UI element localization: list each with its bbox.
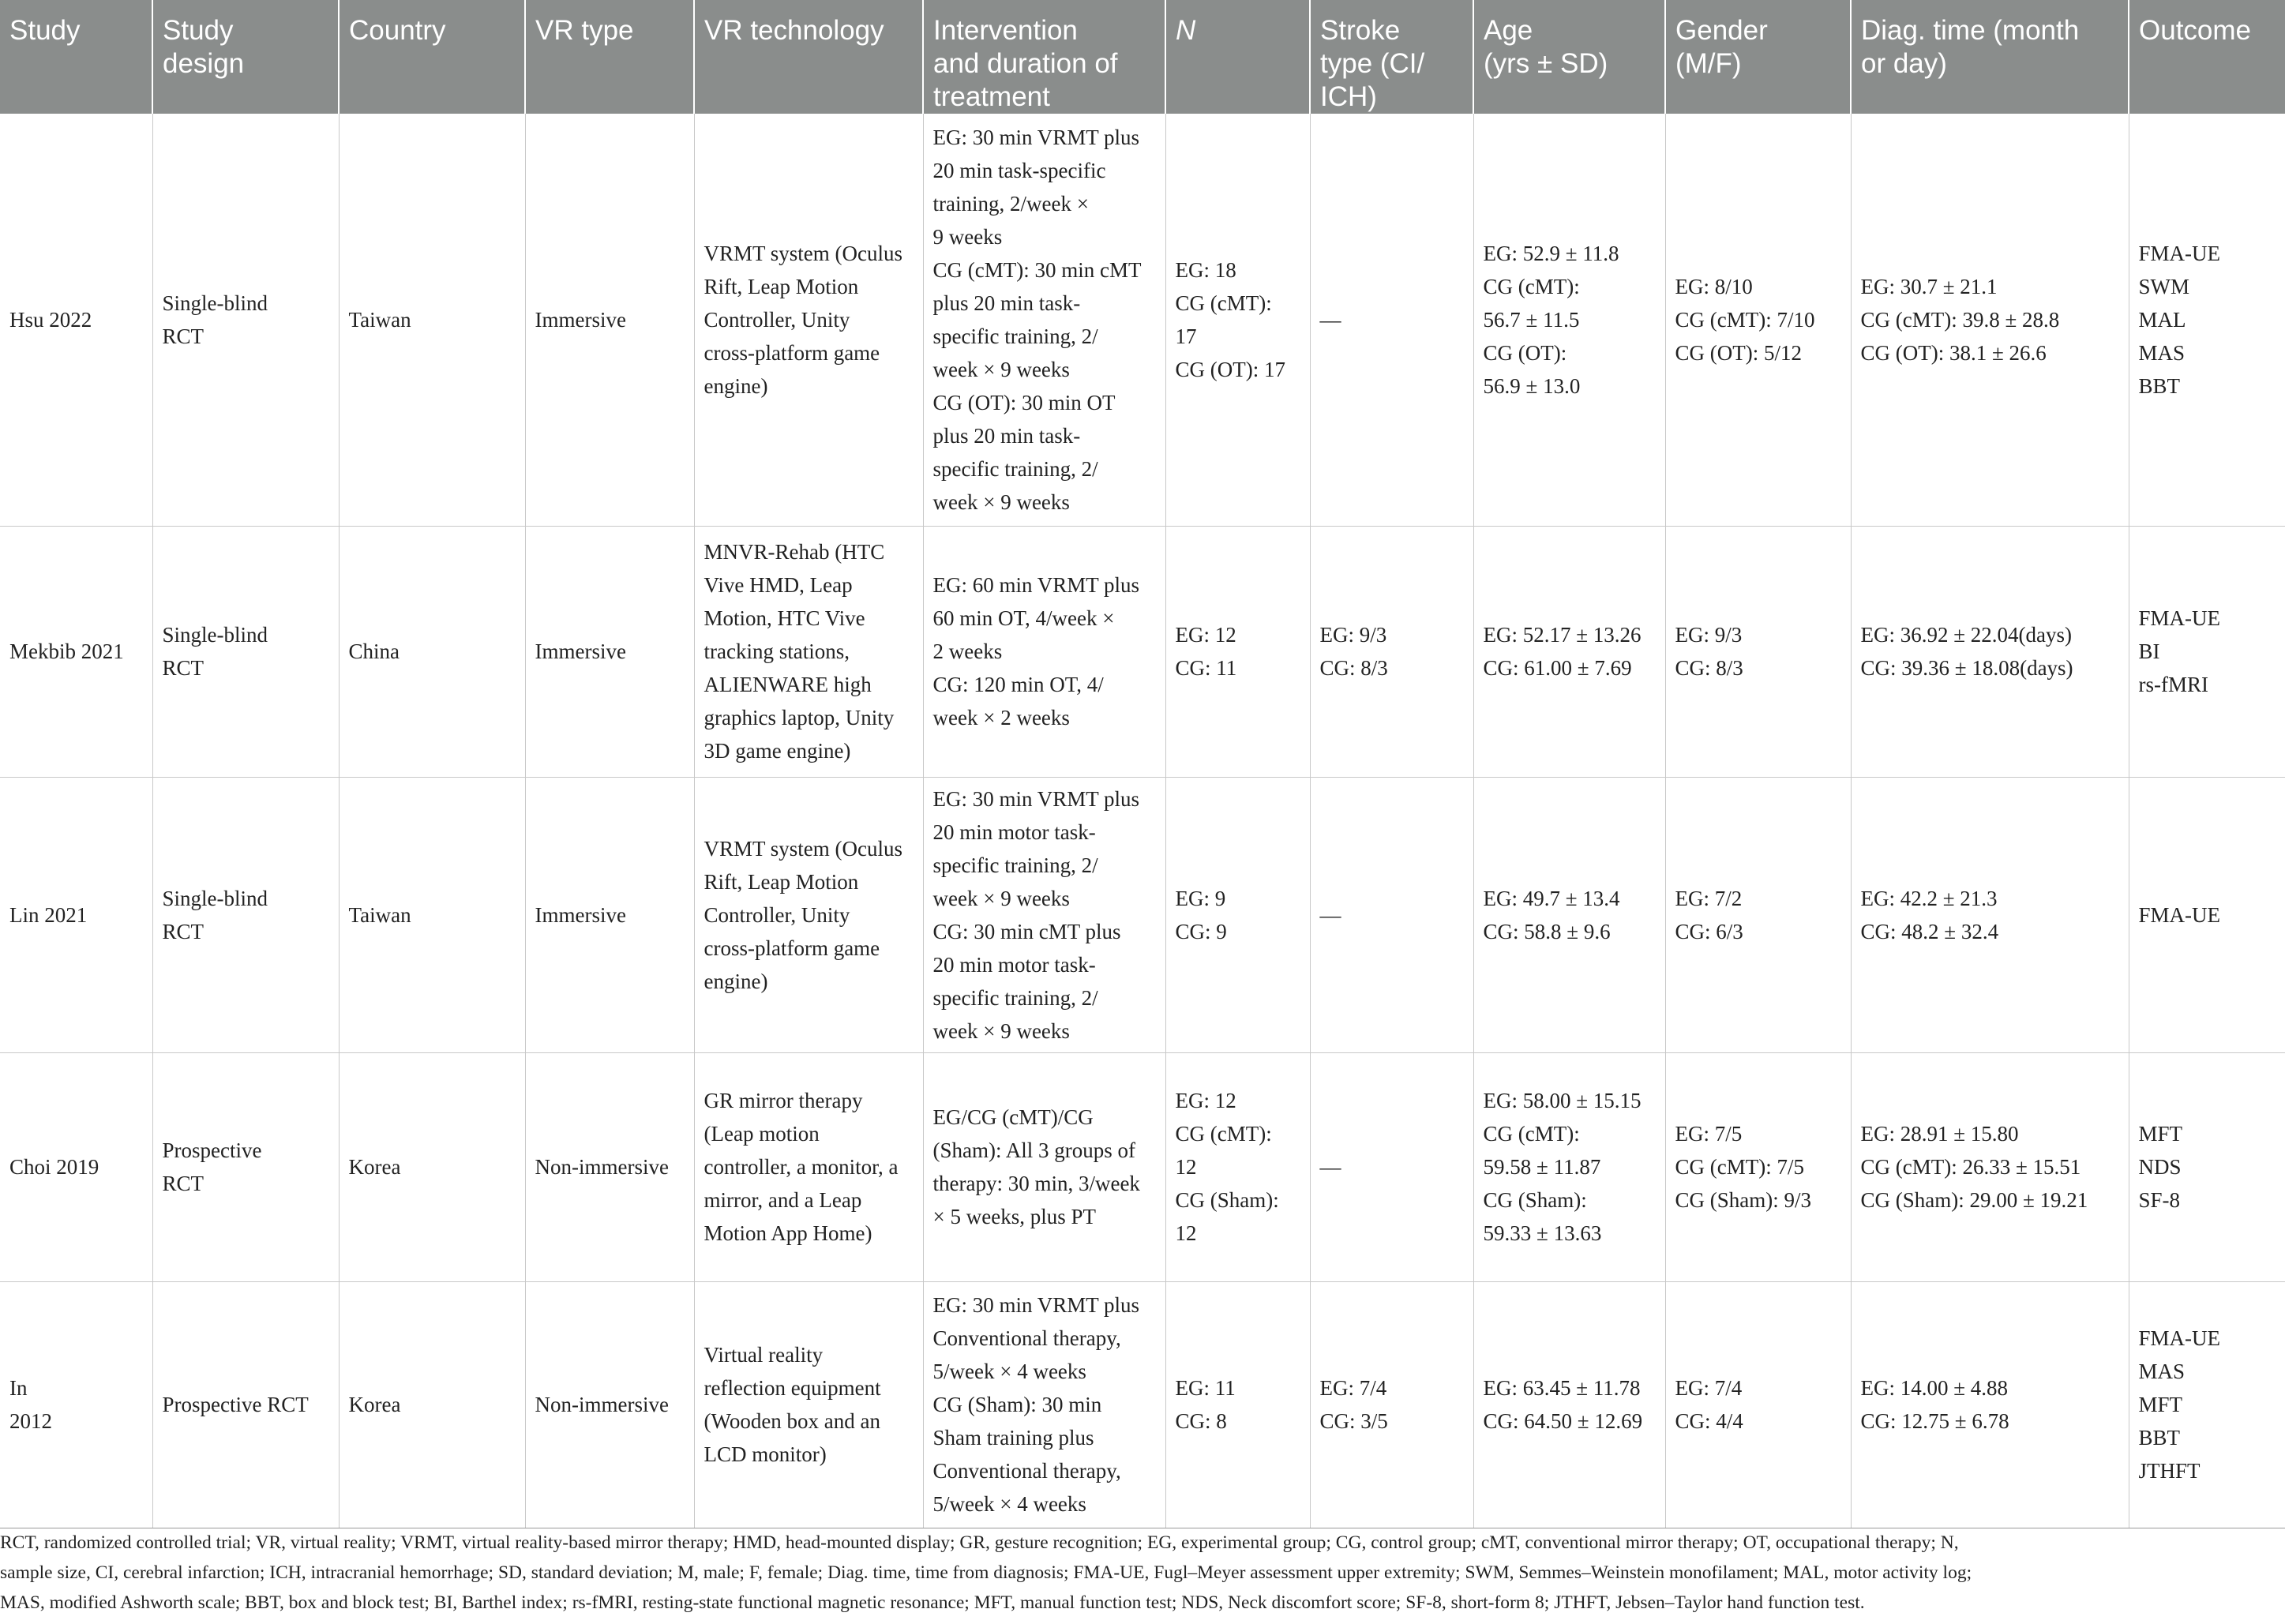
- cell-line: Sham training plus: [932, 1426, 1094, 1450]
- cell-line: CG: 12.75 ± 6.78: [1860, 1409, 2009, 1433]
- cell-line: EG: 7/4: [1319, 1376, 1387, 1400]
- cell-line: MFT: [2138, 1393, 2183, 1416]
- cell-line: CG (cMT):: [1175, 291, 1272, 315]
- column-header-line: Outcome: [2139, 15, 2251, 46]
- cell-line: Lin 2021: [9, 902, 88, 927]
- table-cell: [2129, 777, 2285, 1052]
- table-cell: [1310, 1281, 1473, 1528]
- cell-line: 59.33 ± 13.63: [1483, 1221, 1602, 1245]
- cell-line: CG: 9: [1175, 919, 1227, 943]
- cell-line: EG: 28.91 ± 15.80: [1860, 1122, 2019, 1146]
- table-cell: [339, 1281, 525, 1528]
- cell-line: BBT: [2138, 1426, 2181, 1450]
- table-cell: [0, 526, 152, 777]
- table-cell: [694, 526, 923, 777]
- cell-line: Immersive: [535, 307, 626, 332]
- column-header-line: (M/F): [1675, 48, 1742, 79]
- table-cell: [694, 777, 923, 1052]
- footnote-line: RCT, randomized controlled trial; VR, virtual reality; VRMT, virtual reality-based mirror therapy; HMD, head-mounted display; GR, gesture recognition; EG, experimental group; CG, control group; cMT, conventional mirror therapy; OT, occupational therapy; N,: [0, 1532, 1959, 1553]
- table-cell: [339, 114, 525, 526]
- column-header-line: Country: [349, 15, 446, 46]
- cell-line: MNVR-Rehab (HTC: [704, 540, 885, 564]
- table-cell: [0, 1281, 152, 1528]
- table-cell: [1310, 1052, 1473, 1281]
- column-header-line: Study: [9, 15, 81, 46]
- cell-line: EG: 30 min VRMT plus: [932, 786, 1140, 811]
- table-cell: [152, 526, 339, 777]
- column-header: [1665, 0, 1851, 114]
- cell-line: BI: [2138, 639, 2160, 663]
- table-cell: [1851, 1281, 2129, 1528]
- table-cell: [525, 526, 694, 777]
- cell-line: —: [1319, 902, 1341, 927]
- cell-line: EG: 9/3: [1319, 623, 1387, 647]
- cell-line: 60 min OT, 4/week ×: [932, 606, 1115, 630]
- cell-line: CG: 39.36 ± 18.08(days): [1860, 656, 2073, 680]
- cell-line: CG (cMT):: [1483, 1122, 1580, 1146]
- column-header: [923, 0, 1165, 114]
- cell-line: 5/week × 4 weeks: [932, 1492, 1086, 1516]
- cell-line: CG (cMT): 7/10: [1675, 307, 1815, 332]
- table-cell: [923, 114, 1165, 526]
- cell-line: week × 9 weeks: [932, 357, 1070, 381]
- column-header-line: or day): [1861, 48, 1947, 79]
- column-header-line: Stroke: [1320, 15, 1401, 46]
- cell-line: week × 9 weeks: [932, 1018, 1070, 1043]
- cell-line: specific training, 2/: [932, 985, 1098, 1010]
- cell-line: engine): [704, 373, 768, 398]
- table-cell: [525, 1052, 694, 1281]
- cell-line: 5/week × 4 weeks: [932, 1360, 1086, 1383]
- column-header-line: (yrs ± SD): [1484, 48, 1608, 79]
- column-header: [2129, 0, 2285, 114]
- cell-line: 12: [1175, 1221, 1197, 1245]
- cell-line: tracking stations,: [704, 639, 850, 663]
- table-row: [0, 114, 2285, 526]
- cell-line: 20 min motor task-: [932, 820, 1096, 844]
- cell-line: 56.7 ± 11.5: [1483, 307, 1580, 332]
- column-header: [1851, 0, 2129, 114]
- cell-line: Non-immersive: [535, 1393, 669, 1416]
- table-cell: [1665, 1281, 1851, 1528]
- column-header-line: Gender: [1675, 15, 1768, 46]
- cell-line: specific training, 2/: [932, 324, 1098, 348]
- column-header-line: Study: [163, 15, 234, 46]
- cell-line: EG: 11: [1175, 1376, 1236, 1400]
- cell-line: EG: 8/10: [1675, 274, 1753, 298]
- table-cell: [1851, 114, 2129, 526]
- table-row: [0, 1052, 2285, 1281]
- cell-line: × 5 weeks, plus PT: [932, 1205, 1096, 1228]
- cell-line: Non-immersive: [535, 1155, 669, 1179]
- cell-line: JTHFT: [2138, 1459, 2201, 1483]
- cell-line: CG: 120 min OT, 4/: [932, 673, 1104, 696]
- column-header: [694, 0, 923, 114]
- cell-line: EG: 12: [1175, 1089, 1236, 1112]
- table-cell: [1165, 777, 1310, 1052]
- cell-line: Korea: [348, 1155, 401, 1179]
- table-cell: [1165, 526, 1310, 777]
- cell-line: therapy: 30 min, 3/week: [932, 1172, 1140, 1195]
- cell-line: VRMT system (Oculus: [704, 241, 903, 265]
- cell-line: Immersive: [535, 639, 626, 663]
- cell-line: CG (Sham): 30 min: [932, 1393, 1102, 1416]
- cell-line: week × 9 weeks: [932, 886, 1070, 910]
- cell-line: CG: 8: [1175, 1409, 1227, 1433]
- cell-line: EG: 52.9 ± 11.8: [1483, 241, 1619, 265]
- cell-line: mirror, and a Leap: [704, 1188, 862, 1212]
- table-cell: [694, 1052, 923, 1281]
- cell-line: Single-blind: [162, 623, 268, 647]
- cell-line: CG: 48.2 ± 32.4: [1860, 919, 1999, 943]
- cell-line: CG (Sham):: [1175, 1188, 1279, 1212]
- table-cell: [1473, 526, 1665, 777]
- cell-line: CG: 11: [1175, 656, 1237, 680]
- table-cell: [1310, 114, 1473, 526]
- table-cell: [1665, 1052, 1851, 1281]
- cell-line: EG: 49.7 ± 13.4: [1483, 886, 1620, 910]
- cell-line: EG: 36.92 ± 22.04(days): [1860, 623, 2073, 647]
- cell-line: EG: 30 min VRMT plus: [932, 125, 1140, 149]
- cell-line: CG: 8/3: [1675, 656, 1743, 680]
- table-cell: [923, 1281, 1165, 1528]
- cell-line: —: [1319, 307, 1341, 332]
- table-cell: [1665, 526, 1851, 777]
- table-cell: [923, 526, 1165, 777]
- table-cell: [339, 1052, 525, 1281]
- cell-line: Taiwan: [348, 902, 411, 927]
- cell-line: 2012: [9, 1409, 52, 1433]
- cell-line: 12: [1175, 1155, 1197, 1179]
- cell-line: EG: 7/2: [1675, 886, 1743, 910]
- table-cell: [694, 114, 923, 526]
- cell-line: CG (OT): 30 min OT: [932, 390, 1116, 414]
- cell-line: training, 2/week ×: [932, 191, 1089, 216]
- cell-line: EG: 42.2 ± 21.3: [1860, 886, 1998, 910]
- cell-line: CG (cMT): 26.33 ± 15.51: [1860, 1155, 2081, 1179]
- table-cell: [1165, 1281, 1310, 1528]
- cell-line: 20 min motor task-: [932, 952, 1096, 977]
- cell-line: cross-platform game: [704, 340, 880, 365]
- cell-line: Single-blind: [162, 886, 268, 910]
- table-cell: [1665, 114, 1851, 526]
- cell-line: CG (cMT):: [1175, 1122, 1272, 1146]
- cell-line: CG: 6/3: [1675, 919, 1743, 943]
- cell-line: LCD monitor): [704, 1442, 827, 1466]
- cell-line: EG: 7/4: [1675, 1376, 1743, 1400]
- cell-line: ALIENWARE high: [704, 673, 872, 696]
- cell-line: FMA-UE: [2138, 606, 2221, 630]
- cell-line: week × 2 weeks: [932, 706, 1070, 729]
- cell-line: Immersive: [535, 902, 626, 927]
- cell-line: reflection equipment: [704, 1376, 881, 1400]
- table-cell: [2129, 1281, 2285, 1528]
- cell-line: RCT: [162, 324, 204, 348]
- column-header-line: treatment: [933, 81, 1050, 112]
- cell-line: Motion, HTC Vive: [704, 606, 865, 630]
- cell-line: VRMT system (Oculus: [704, 836, 903, 861]
- column-header: [339, 0, 525, 114]
- table-row: [0, 1281, 2285, 1528]
- table-row: [0, 777, 2285, 1052]
- cell-line: Hsu 2022: [9, 307, 92, 332]
- cell-line: 9 weeks: [932, 224, 1003, 249]
- cell-line: CG (Sham): 29.00 ± 19.21: [1860, 1188, 2088, 1212]
- cell-line: CG: 64.50 ± 12.69: [1483, 1409, 1643, 1433]
- table-cell: [339, 526, 525, 777]
- cell-line: graphics laptop, Unity: [704, 706, 895, 729]
- cell-line: 20 min task-specific: [932, 158, 1106, 182]
- column-header-line: type (CI/: [1320, 48, 1425, 79]
- table-cell: [339, 777, 525, 1052]
- column-header: [152, 0, 339, 114]
- cell-line: SWM: [2138, 274, 2190, 298]
- table-body: [0, 114, 2285, 1528]
- cell-line: (Wooden box and an: [704, 1409, 881, 1433]
- cell-line: CG (cMT): 7/5: [1675, 1155, 1804, 1179]
- table-cell: [1851, 526, 2129, 777]
- cell-line: EG: 58.00 ± 15.15: [1483, 1089, 1642, 1112]
- table-cell: [694, 1281, 923, 1528]
- cell-line: CG: 3/5: [1319, 1409, 1388, 1433]
- table-cell: [2129, 526, 2285, 777]
- cell-line: In: [9, 1376, 28, 1400]
- cell-line: Prospective RCT: [162, 1393, 309, 1416]
- cell-line: EG: 12: [1175, 623, 1236, 647]
- cell-line: CG: 61.00 ± 7.69: [1483, 656, 1632, 680]
- cell-line: specific training, 2/: [932, 853, 1098, 877]
- column-header-line: VR technology: [704, 15, 884, 46]
- cell-line: CG (OT):: [1483, 340, 1567, 365]
- table-cell: [525, 1281, 694, 1528]
- column-header-line: N: [1176, 15, 1196, 46]
- cell-line: CG (cMT): 30 min cMT: [932, 257, 1142, 282]
- cell-line: GR mirror therapy: [704, 1089, 863, 1112]
- column-header: [1310, 0, 1473, 114]
- table-cell: [923, 777, 1165, 1052]
- cell-line: specific training, 2/: [932, 456, 1098, 481]
- table-cell: [1851, 777, 2129, 1052]
- cell-line: CG: 30 min cMT plus: [932, 919, 1121, 943]
- cell-line: FMA-UE: [2138, 1326, 2221, 1350]
- column-header-line: Intervention: [933, 15, 1078, 46]
- cell-line: (Leap motion: [704, 1122, 820, 1146]
- table-cell: [2129, 114, 2285, 526]
- cell-line: CG: 4/4: [1675, 1409, 1743, 1433]
- cell-line: EG: 18: [1175, 257, 1236, 282]
- cell-line: Virtual reality: [704, 1343, 824, 1367]
- table-cell: [1165, 1052, 1310, 1281]
- cell-line: RCT: [162, 656, 204, 680]
- cell-line: CG: 58.8 ± 9.6: [1483, 919, 1611, 943]
- table-cell: [1473, 777, 1665, 1052]
- cell-line: 17: [1175, 324, 1197, 348]
- table-cell: [1665, 777, 1851, 1052]
- table-cell: [525, 114, 694, 526]
- cell-line: CG: 8/3: [1319, 656, 1388, 680]
- cell-line: EG: 63.45 ± 11.78: [1483, 1376, 1641, 1400]
- cell-line: Mekbib 2021: [9, 639, 124, 663]
- cell-line: Korea: [348, 1393, 401, 1416]
- cell-line: SF-8: [2138, 1188, 2181, 1212]
- cell-line: Single-blind: [162, 291, 268, 315]
- cell-line: MAS: [2138, 340, 2186, 365]
- footnote-line: sample size, CI, cerebral infarction; ICH, intracranial hemorrhage; SD, standard deviation; M, male; F, female; Diag. time, time from diagnosis; FMA-UE, Fugl–Meyer assessment upper extremity; SWM, Semmes–Weinstein monofilament; MAL, motor activity log;: [0, 1562, 1972, 1583]
- cell-line: —: [1319, 1155, 1341, 1179]
- cell-line: RCT: [162, 1172, 204, 1195]
- cell-line: 56.9 ± 13.0: [1483, 373, 1581, 398]
- column-header-line: ICH): [1320, 81, 1377, 112]
- cell-line: FMA-UE: [2138, 241, 2221, 265]
- table-cell: [0, 1052, 152, 1281]
- cell-line: China: [348, 639, 400, 663]
- table-cell: [152, 777, 339, 1052]
- column-header: [0, 0, 152, 114]
- cell-line: engine): [704, 969, 768, 993]
- cell-line: Rift, Leap Motion: [704, 869, 859, 894]
- cell-line: Taiwan: [348, 307, 411, 332]
- cell-line: (Sham): All 3 groups of: [932, 1138, 1135, 1162]
- table-cell: [923, 1052, 1165, 1281]
- table-cell: [1473, 1052, 1665, 1281]
- cell-line: 59.58 ± 11.87: [1483, 1155, 1601, 1179]
- cell-line: CG (OT): 38.1 ± 26.6: [1860, 340, 2047, 365]
- column-header-line: and duration of: [933, 48, 1118, 79]
- column-header: [1165, 0, 1310, 114]
- cell-line: MFT: [2138, 1122, 2183, 1146]
- table-cell: [1851, 1052, 2129, 1281]
- cell-line: NDS: [2138, 1155, 2182, 1179]
- table-cell: [152, 1281, 339, 1528]
- cell-line: FMA-UE: [2138, 902, 2221, 927]
- table-cell: [1310, 526, 1473, 777]
- cell-line: EG: 52.17 ± 13.26: [1483, 623, 1642, 647]
- table-cell: [1165, 114, 1310, 526]
- cell-line: EG: 7/5: [1675, 1122, 1743, 1146]
- cell-line: rs-fMRI: [2138, 673, 2208, 696]
- cell-line: EG/CG (cMT)/CG: [932, 1105, 1094, 1129]
- cell-line: EG: 9: [1175, 886, 1226, 910]
- cell-line: CG (cMT): 39.8 ± 28.8: [1860, 307, 2060, 332]
- cell-line: plus 20 min task-: [932, 291, 1081, 315]
- cell-line: 3D game engine): [704, 739, 851, 763]
- column-header-line: Age: [1484, 15, 1533, 46]
- cell-line: cross-platform game: [704, 936, 880, 960]
- cell-line: EG: 14.00 ± 4.88: [1860, 1376, 2009, 1400]
- cell-line: MAL: [2138, 307, 2186, 332]
- column-header: [1473, 0, 1665, 114]
- cell-line: CG (cMT):: [1483, 274, 1580, 298]
- table-footnote: [0, 1528, 2274, 1618]
- table-cell: [0, 777, 152, 1052]
- cell-line: Vive HMD, Leap: [704, 573, 853, 597]
- table-cell: [1310, 777, 1473, 1052]
- table-cell: [0, 114, 152, 526]
- cell-line: 2 weeks: [932, 639, 1003, 663]
- cell-line: RCT: [162, 919, 204, 943]
- column-header-line: design: [163, 48, 245, 79]
- cell-line: Motion App Home): [704, 1221, 872, 1245]
- cell-line: controller, a monitor, a: [704, 1155, 899, 1179]
- table-row: [0, 526, 2285, 777]
- table-cell: [1473, 1281, 1665, 1528]
- column-header-line: VR type: [535, 15, 634, 46]
- cell-line: Prospective: [162, 1138, 262, 1162]
- cell-line: CG (Sham): 9/3: [1675, 1188, 1811, 1212]
- table-cell: [152, 114, 339, 526]
- cell-line: EG: 30.7 ± 21.1: [1860, 274, 1998, 298]
- cell-line: Controller, Unity: [704, 902, 850, 927]
- cell-line: Choi 2019: [9, 1155, 99, 1179]
- cell-line: MAS: [2138, 1360, 2186, 1383]
- table-cell: [525, 777, 694, 1052]
- footnote-line: MAS, modified Ashworth scale; BBT, box and block test; BI, Barthel index; rs-fMRI, resting-state functional magnetic resonance; MFT, manual function test; NDS, Neck discomfort score; SF-8, short-form 8; JTHFT, Jebsen–Taylor hand function test.: [0, 1592, 1865, 1613]
- cell-line: week × 9 weeks: [932, 489, 1070, 514]
- cell-line: CG (OT): 17: [1175, 357, 1285, 381]
- table-cell: [2129, 1052, 2285, 1281]
- table-cell: [1473, 114, 1665, 526]
- cell-line: EG: 60 min VRMT plus: [932, 573, 1140, 597]
- cell-line: CG (Sham):: [1483, 1188, 1587, 1212]
- cell-line: CG (OT): 5/12: [1675, 340, 1802, 365]
- cell-line: BBT: [2138, 373, 2181, 398]
- cell-line: EG: 30 min VRMT plus: [932, 1293, 1140, 1317]
- table-cell: [152, 1052, 339, 1281]
- cell-line: Rift, Leap Motion: [704, 274, 859, 298]
- header-row: [0, 0, 2285, 114]
- cell-line: EG: 9/3: [1675, 623, 1743, 647]
- cell-line: Controller, Unity: [704, 307, 850, 332]
- cell-line: plus 20 min task-: [932, 423, 1081, 448]
- column-header: [525, 0, 694, 114]
- cell-line: Conventional therapy,: [932, 1326, 1121, 1350]
- cell-line: Conventional therapy,: [932, 1459, 1121, 1483]
- column-header-line: Diag. time (month: [1861, 15, 2080, 46]
